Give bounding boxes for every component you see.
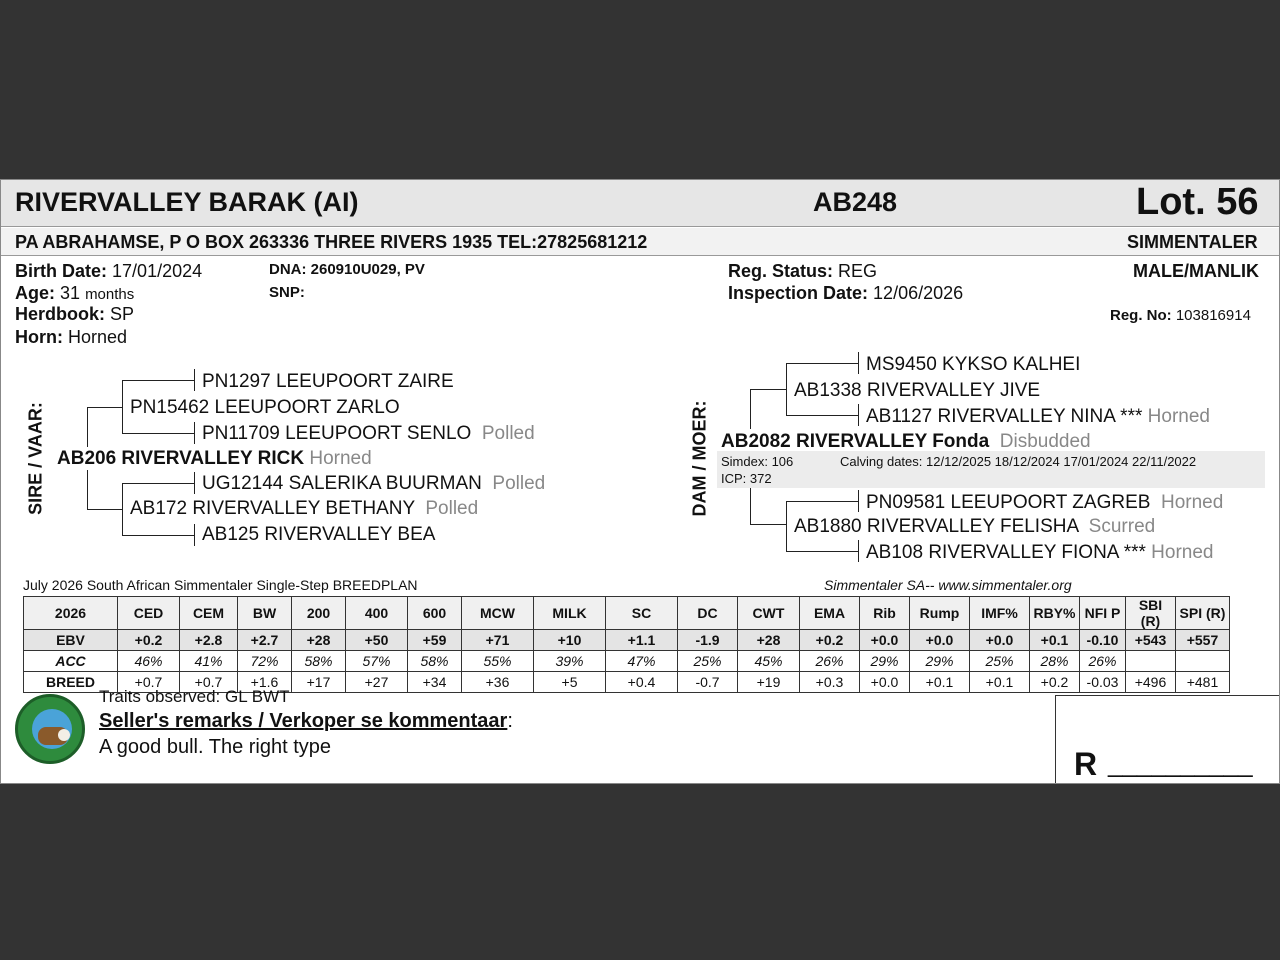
- age: Age: 31 months: [15, 283, 135, 303]
- dam-sire-sire: MS9450 KYKSO KALHEI: [866, 354, 1081, 375]
- breedplan-cell: 47%: [606, 651, 678, 672]
- snp-info: SNP:: [269, 284, 305, 301]
- pedigree-line: [786, 501, 859, 502]
- breedplan-cell: MILK: [534, 597, 606, 630]
- breedplan-cell: BW: [238, 597, 292, 630]
- simmentaler-logo: [15, 694, 85, 764]
- breedplan-cell: +0.2: [800, 630, 860, 651]
- sire-dam: AB172 RIVERVALLEY BETHANY Polled: [130, 498, 479, 519]
- pedigree-line: [122, 535, 195, 536]
- breedplan-cell: +557: [1176, 630, 1230, 651]
- dam-calving-dates: Calving dates: 12/12/2025 18/12/2024 17/01/2024 22/11/2022: [840, 454, 1197, 469]
- pedigree-line: [122, 380, 195, 381]
- dam-name: AB2082 RIVERVALLEY Fonda Disbudded: [721, 431, 1091, 452]
- sire-sire: PN15462 LEEUPOORT ZARLO: [130, 397, 400, 418]
- breedplan-cell: +543: [1126, 630, 1176, 651]
- breedplan-cell: EMA: [800, 597, 860, 630]
- breedplan-cell: EBV: [24, 630, 118, 651]
- breedplan-cell: RBY%: [1030, 597, 1080, 630]
- breedplan-cell: SPI (R): [1176, 597, 1230, 630]
- pedigree-line: [194, 524, 195, 546]
- breedplan-cell: +28: [738, 630, 800, 651]
- breedplan-cell: +71: [462, 630, 534, 651]
- pedigree-line: [122, 483, 195, 484]
- breedplan-cell: 26%: [1080, 651, 1126, 672]
- remarks-heading: Seller's remarks / Verkoper se kommentaar:: [99, 710, 513, 732]
- breedplan-cell: 58%: [292, 651, 346, 672]
- breedplan-cell: 25%: [970, 651, 1030, 672]
- owner-address: PA ABRAHAMSE, P O BOX 263336 THREE RIVERS 1935 TEL:27825681212: [15, 232, 648, 252]
- breedplan-cell: +0.0: [860, 630, 910, 651]
- pedigree-line: [87, 407, 88, 447]
- pedigree-line: [122, 433, 195, 434]
- breed-name: SIMMENTALER: [1127, 232, 1258, 252]
- breedplan-cell: DC: [678, 597, 738, 630]
- pedigree-line: [750, 488, 751, 524]
- breedplan-cell: 58%: [408, 651, 462, 672]
- breedplan-cell: CWT: [738, 597, 800, 630]
- pedigree-line: [786, 551, 859, 552]
- breedplan-cell: 26%: [800, 651, 860, 672]
- breedplan-cell: +0.2: [118, 630, 180, 651]
- breedplan-cell: MCW: [462, 597, 534, 630]
- breedplan-row: [24, 651, 1230, 672]
- cow-face-icon: [58, 729, 70, 741]
- breedplan-cell: +0.7: [118, 672, 180, 693]
- breedplan-cell: IMF%: [970, 597, 1030, 630]
- pedigree-line: [858, 404, 859, 426]
- breedplan-cell: ACC: [24, 651, 118, 672]
- breedplan-cell: 57%: [346, 651, 408, 672]
- breedplan-cell: 46%: [118, 651, 180, 672]
- birth-date: Birth Date: 17/01/2024: [15, 261, 203, 281]
- breedplan-caption: July 2026 South African Simmentaler Single-Step BREEDPLAN: [23, 577, 418, 593]
- breedplan-cell: +481: [1176, 672, 1230, 693]
- sire-name: AB206 RIVERVALLEY RICK Horned: [57, 448, 372, 469]
- dam-dam-sire: PN09581 LEEUPOORT ZAGREB Horned: [866, 492, 1224, 513]
- herdbook: Herdbook: SP: [15, 304, 135, 324]
- pedigree-line: [750, 389, 787, 390]
- breedplan-cell: +28: [292, 630, 346, 651]
- breedplan-cell: +0.0: [860, 672, 910, 693]
- reg-status: Reg. Status: REG: [728, 261, 878, 281]
- breedplan-cell: +17: [292, 672, 346, 693]
- breedplan-cell: +5: [534, 672, 606, 693]
- breedplan-cell: 45%: [738, 651, 800, 672]
- animal-name: RIVERVALLEY BARAK (AI): [15, 187, 359, 217]
- breedplan-cell: -0.7: [678, 672, 738, 693]
- breedplan-cell: +2.7: [238, 630, 292, 651]
- pedigree-line: [858, 540, 859, 562]
- breedplan-row: [24, 597, 1230, 630]
- breedplan-cell: +0.1: [910, 672, 970, 693]
- breedplan-cell: +50: [346, 630, 408, 651]
- breedplan-cell: NFI P: [1080, 597, 1126, 630]
- breedplan-cell: 41%: [180, 651, 238, 672]
- dam-dam-dam: AB108 RIVERVALLEY FIONA *** Horned: [866, 542, 1214, 563]
- remarks-text: A good bull. The right type: [99, 736, 332, 758]
- pedigree-line: [750, 389, 751, 429]
- breedplan-cell: 25%: [678, 651, 738, 672]
- breedplan-cell: -1.9: [678, 630, 738, 651]
- breedplan-cell: [1176, 651, 1230, 672]
- breedplan-cell: 39%: [534, 651, 606, 672]
- pedigree-line: [87, 470, 88, 510]
- breedplan-cell: +1.6: [238, 672, 292, 693]
- lot-card: [0, 179, 1280, 784]
- breedplan-cell: 55%: [462, 651, 534, 672]
- horn-status: Horn: Horned: [15, 327, 128, 347]
- breedplan-cell: -0.10: [1080, 630, 1126, 651]
- breedplan-table: [23, 596, 1230, 693]
- breedplan-cell: +19: [738, 672, 800, 693]
- dam-simdex: Simdex: 106: [721, 454, 794, 469]
- breedplan-cell: +0.3: [800, 672, 860, 693]
- price-symbol: R: [1074, 746, 1098, 782]
- breedplan-cell: 72%: [238, 651, 292, 672]
- breedplan-cell: 2026: [24, 597, 118, 630]
- sire-dam-dam: AB125 RIVERVALLEY BEA: [202, 524, 436, 545]
- breedplan-cell: +59: [408, 630, 462, 651]
- traits-observed: Traits observed: GL BWT: [99, 687, 290, 706]
- breedplan-cell: Rib: [860, 597, 910, 630]
- sire-sire-sire: PN1297 LEEUPOORT ZAIRE: [202, 371, 454, 392]
- breedplan-cell: -0.03: [1080, 672, 1126, 693]
- pedigree-line: [122, 483, 123, 535]
- dam-sire-dam: AB1127 RIVERVALLEY NINA *** Horned: [866, 406, 1210, 427]
- breedplan-source: Simmentaler SA-- www.simmentaler.org: [824, 577, 1072, 593]
- breedplan-cell: +0.1: [970, 672, 1030, 693]
- pedigree-line: [786, 501, 787, 551]
- pedigree-line: [786, 415, 859, 416]
- pedigree-line: [87, 407, 123, 408]
- breedplan-cell: 600: [408, 597, 462, 630]
- breedplan-cell: +2.8: [180, 630, 238, 651]
- lot-number: Lot. 56: [1136, 181, 1259, 223]
- breedplan-cell: 200: [292, 597, 346, 630]
- pedigree-line: [194, 422, 195, 444]
- breedplan-cell: 28%: [1030, 651, 1080, 672]
- breedplan-row: [24, 630, 1230, 651]
- breedplan-cell: +34: [408, 672, 462, 693]
- dam-sire: AB1338 RIVERVALLEY JIVE: [794, 380, 1041, 401]
- breedplan-cell: 29%: [860, 651, 910, 672]
- price-blank: __________: [1108, 748, 1253, 778]
- breedplan-cell: +36: [462, 672, 534, 693]
- breedplan-cell: +496: [1126, 672, 1176, 693]
- pedigree-line: [194, 472, 195, 494]
- inspection-date: Inspection Date: 12/06/2026: [728, 283, 964, 303]
- sire-label: SIRE / VAAR:: [25, 402, 46, 515]
- breedplan-cell: Rump: [910, 597, 970, 630]
- breedplan-cell: SBI (R): [1126, 597, 1176, 630]
- breedplan-cell: BREED: [24, 672, 118, 693]
- pedigree-line: [858, 490, 859, 512]
- breedplan-cell: 400: [346, 597, 408, 630]
- pedigree-line: [786, 363, 859, 364]
- breedplan-cell: [1126, 651, 1176, 672]
- breedplan-cell: +0.7: [180, 672, 238, 693]
- dam-icp: ICP: 372: [721, 471, 772, 486]
- breedplan-cell: +1.1: [606, 630, 678, 651]
- sire-sire-dam: PN11709 LEEUPOORT SENLO Polled: [202, 423, 535, 444]
- pedigree-line: [750, 524, 787, 525]
- breedplan-cell: +0.4: [606, 672, 678, 693]
- dam-label: DAM / MOER:: [689, 400, 710, 517]
- breedplan-cell: +0.1: [1030, 630, 1080, 651]
- breedplan-cell: SC: [606, 597, 678, 630]
- breedplan-cell: CEM: [180, 597, 238, 630]
- breedplan-cell: +27: [346, 672, 408, 693]
- sex: MALE/MANLIK: [1133, 261, 1259, 281]
- breedplan-cell: CED: [118, 597, 180, 630]
- breedplan-cell: +0.0: [910, 630, 970, 651]
- dna-info: DNA: 260910U029, PV: [269, 261, 425, 278]
- pedigree-line: [194, 369, 195, 391]
- breedplan-cell: 29%: [910, 651, 970, 672]
- dam-dam: AB1880 RIVERVALLEY FELISHA Scurred: [794, 516, 1156, 537]
- animal-id: AB248: [813, 187, 898, 217]
- pedigree-line: [87, 509, 123, 510]
- breedplan-cell: +10: [534, 630, 606, 651]
- breedplan-cell: +0.2: [1030, 672, 1080, 693]
- breedplan-cell: +0.0: [970, 630, 1030, 651]
- pedigree-line: [858, 352, 859, 374]
- sire-dam-sire: UG12144 SALERIKA BUURMAN Polled: [202, 473, 546, 494]
- reg-number: Reg. No: 103816914: [1110, 307, 1251, 324]
